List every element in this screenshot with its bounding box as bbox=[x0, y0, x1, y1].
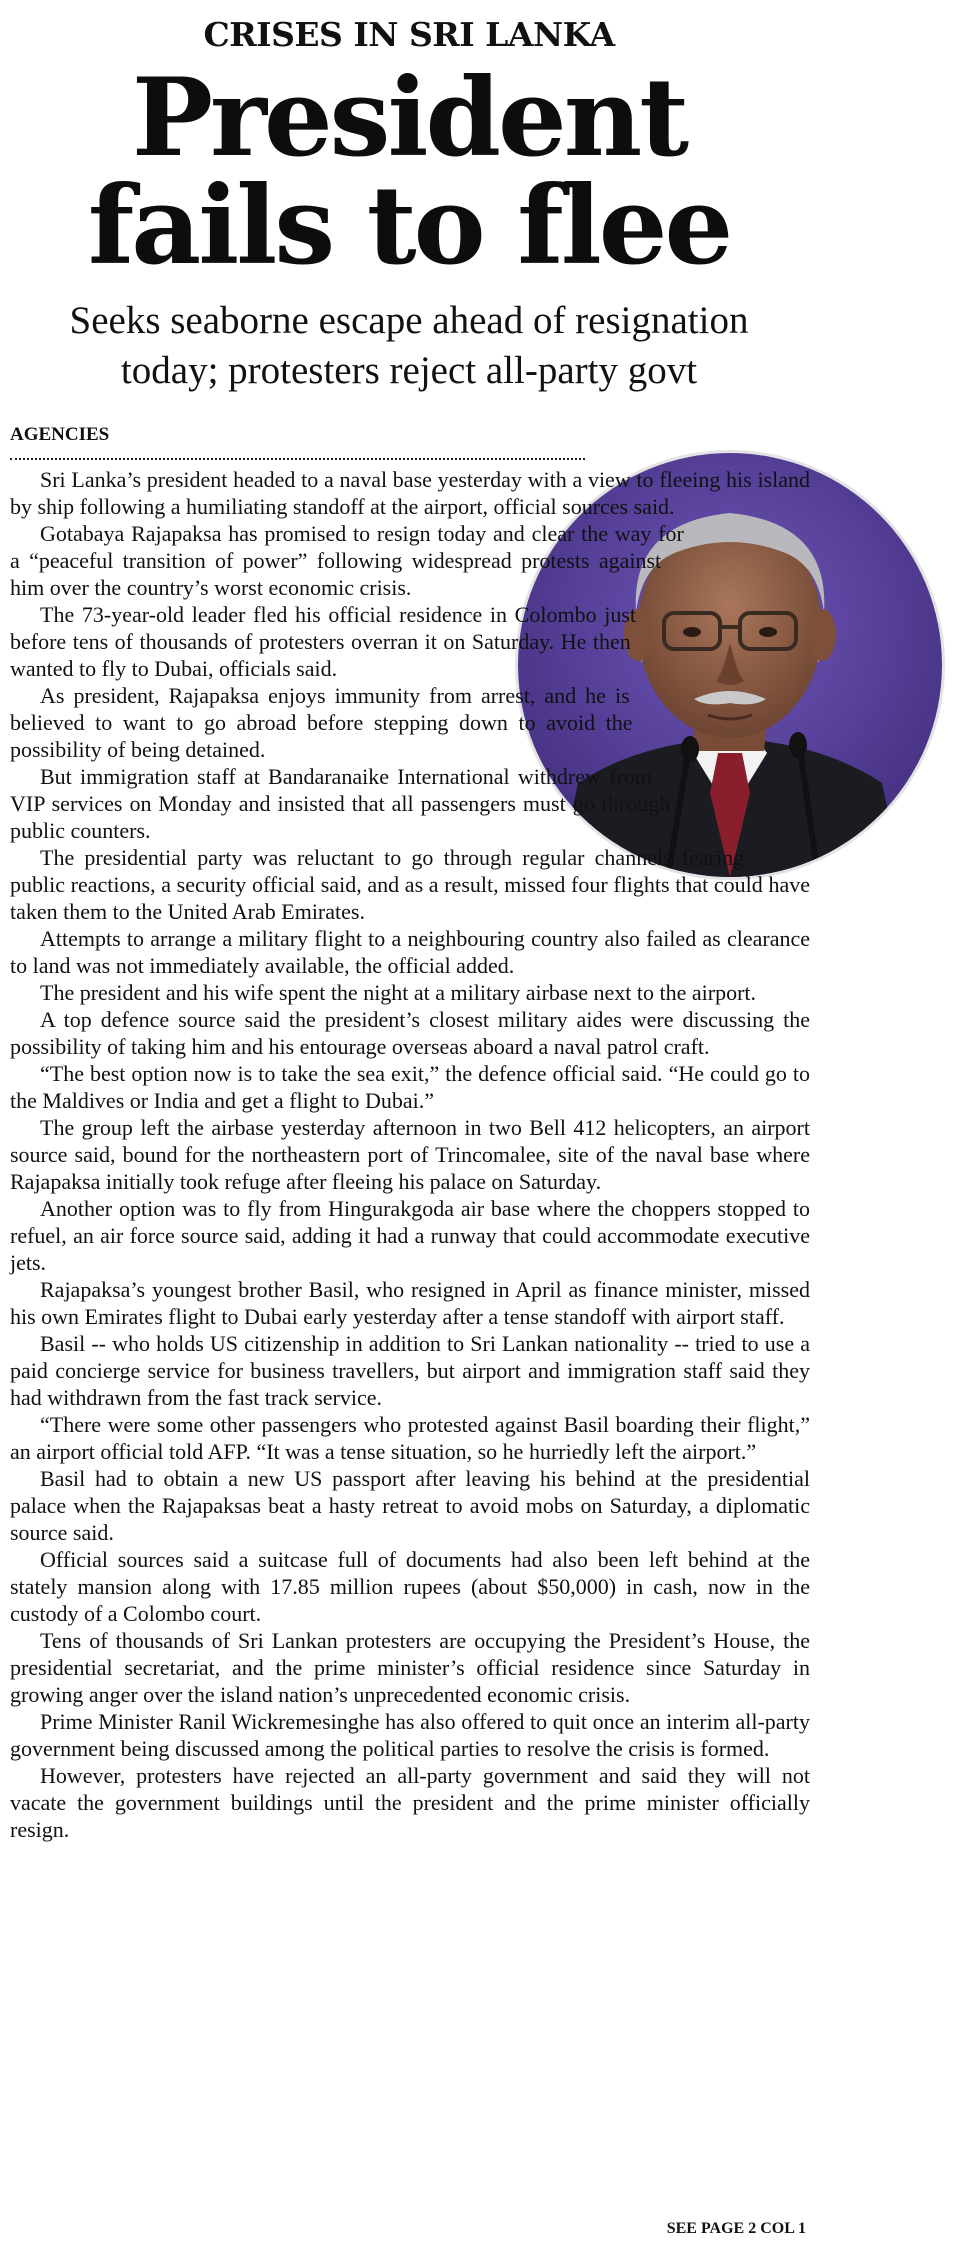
article-paragraph: Tens of thousands of Sri Lankan protesters are occupying the President’s House, the presidential secretariat, and the prime minister’s official residence since Saturday in growing anger over the island nation’s unprecedented economic crisis. bbox=[10, 1628, 810, 1707]
subheadline-line-2: today; protesters reject all-party govt bbox=[120, 349, 698, 392]
article-paragraph: Gotabaya Rajapaksa has promised to resign today and clear the way for a “peaceful transition of power” following widespread protests against him over the country’s worst economic crisis. bbox=[10, 521, 684, 600]
article-paragraph: Rajapaksa’s youngest brother Basil, who resigned in April as finance minister, missed his own Emirates flight to Dubai early yesterday after a tense standoff with airport staff. bbox=[10, 1277, 810, 1329]
byline: AGENCIES bbox=[10, 424, 110, 445]
article-body bbox=[10, 466, 810, 1843]
article-paragraph: Prime Minister Ranil Wickremesinghe has also offered to quit once an interim all-party government being discussed among the political parties to resolve the crisis is formed. bbox=[10, 1709, 810, 1761]
article-paragraph: “There were some other passengers who protested against Basil boarding their flight,” an airport official told AFP. “It was a tense situation, so he hurriedly left the airport.” bbox=[10, 1412, 810, 1464]
continuation-note[interactable]: SEE PAGE 2 COL 1 bbox=[666, 2220, 806, 2237]
article-paragraph: The group left the airbase yesterday afternoon in two Bell 412 helicopters, an airport source said, bound for the northeastern port of Trincomalee, site of the naval base where Rajapaksa initially took refuge after fleeing his palace on Saturday. bbox=[10, 1115, 810, 1194]
section-kicker: CRISES IN SRI LANKA bbox=[203, 15, 615, 54]
byline-divider bbox=[10, 458, 585, 460]
article-paragraph: Basil -- who holds US citizenship in addition to Sri Lankan nationality -- tried to use a paid concierge service for business travellers, but airport and immigration staff said they had withdrawn from the fast track service. bbox=[10, 1331, 810, 1410]
article-paragraph: Attempts to arrange a military flight to a neighbouring country also failed as clearance to land was not immediately available, the official added. bbox=[10, 926, 810, 978]
headline-line-2: fails to flee bbox=[87, 163, 731, 289]
article-paragraph: The 73-year-old leader fled his official residence in Colombo just before tens of thousands of protesters overran it on Saturday. He then wanted to fly to Dubai, officials said. bbox=[10, 602, 637, 681]
subheadline-line-1: Seeks seaborne escape ahead of resignation bbox=[69, 299, 749, 342]
headline-line-1: President bbox=[131, 55, 687, 181]
article-paragraph: Basil had to obtain a new US passport after leaving his behind at the presidential palace when the Rajapaksas beat a hasty retreat to avoid mobs on Saturday, a diplomatic source said. bbox=[10, 1466, 810, 1545]
article-paragraph: The presidential party was reluctant to go through regular channels fearing public reactions, a security official said, and as a result, missed four flights that could have taken them to the United Arab Emirates. bbox=[10, 845, 810, 924]
article-paragraph: As president, Rajapaksa enjoys immunity from arrest, and he is believed to want to go abroad before stepping down to avoid the possibility of being detained. bbox=[10, 683, 633, 762]
article-paragraph: “The best option now is to take the sea exit,” the defence official said. “He could go to the Maldives or India and get a flight to Dubai.” bbox=[10, 1061, 810, 1113]
article-paragraph: However, protesters have rejected an all-party government and said they will not vacate the government buildings until the president and the prime minister officially resign. bbox=[10, 1763, 810, 1842]
article-paragraph: A top defence source said the president’s closest military aides were discussing the possibility of taking him and his entourage overseas aboard a naval patrol craft. bbox=[10, 1007, 810, 1059]
headline bbox=[0, 55, 818, 289]
article-paragraph: Another option was to fly from Hingurakgoda air base where the choppers stopped to refuel, an air force source said, adding it had a runway that could accommodate executive jets. bbox=[10, 1196, 810, 1275]
article-paragraph: Official sources said a suitcase full of documents had also been left behind at the stately mansion along with 17.85 million rupees (about $50,000) in cash, now in the custody of a Colombo court. bbox=[10, 1547, 810, 1626]
article-paragraph: But immigration staff at Bandaranaike International withdrew from VIP services on Monday and insisted that all passengers must go through public counters. bbox=[10, 764, 671, 843]
article-paragraph: The president and his wife spent the night at a military airbase next to the airport. bbox=[40, 980, 757, 1005]
subheadline bbox=[0, 296, 818, 396]
article-paragraph: Sri Lanka’s president headed to a naval base yesterday with a view to fleeing his island by ship following a humiliating standoff at the airport, official sources said. bbox=[10, 467, 810, 519]
